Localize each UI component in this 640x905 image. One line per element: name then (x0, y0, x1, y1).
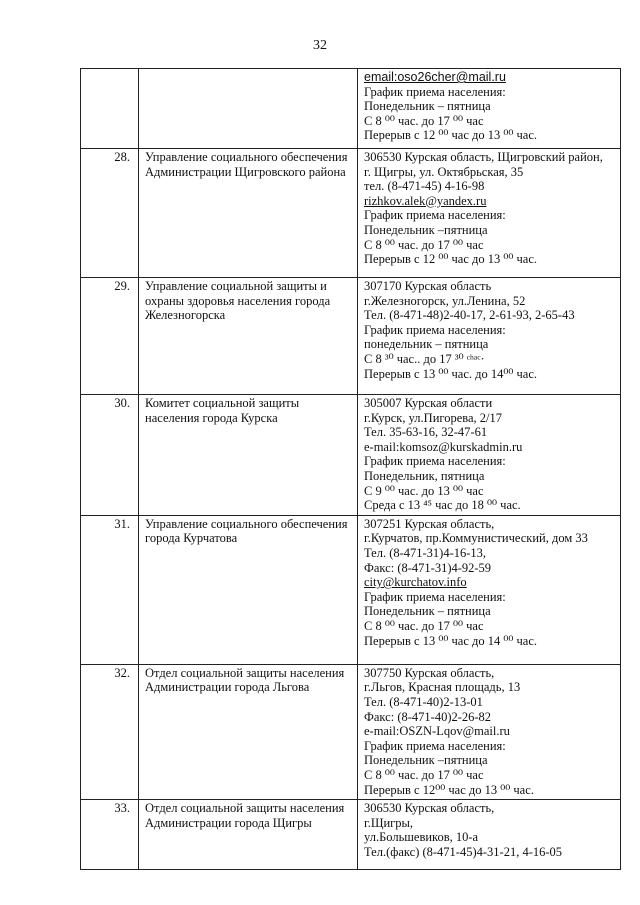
row-number: 31. (114, 516, 130, 531)
contact-line: График приема населения: (364, 454, 506, 469)
contact-line: e-mail:komsoz@kurskadmin.ru (364, 439, 523, 454)
contact-info-cell (358, 395, 621, 516)
row-number: 29. (114, 279, 130, 293)
email-link[interactable]: email:oso26cher@mail.ru (364, 70, 506, 84)
row-number: 33. (114, 801, 130, 816)
contact-info-cell (358, 278, 621, 395)
contact-line: 307251 Курская область, (364, 516, 495, 531)
contact-line: Факс: (8-471-31)4-92-59 (364, 560, 492, 575)
contact-line: e-mail:OSZN-Lqov@mail.ru (364, 724, 510, 739)
contact-line: 306530 Курская область, Щигровский район, (364, 150, 603, 164)
agencies-table (80, 68, 621, 870)
contact-line: Понедельник, пятница (364, 468, 485, 483)
contact-line: тел. (8-471-45) 4-16-98 (364, 179, 485, 194)
contact-line: г. Щигры, ул. Октябрьская, 35 (364, 164, 524, 179)
agency-name: Отдел социальной защиты населения Администрации города Льгова (145, 665, 345, 695)
contact-line: Перерыв с 12 ⁰⁰ час до 13 ⁰⁰ час. (364, 128, 538, 143)
contact-line: 306530 Курская область, (364, 801, 495, 816)
agency-name-cell (139, 69, 358, 149)
row-number: 32. (114, 665, 130, 680)
contact-line: Тел. (8-471-48)2-40-17, 2-61-93, 2-65-43 (364, 308, 575, 323)
table-row (81, 515, 621, 664)
row-number-cell (81, 149, 139, 278)
contact-line: С 8 ⁰⁰ час. до 17 ⁰⁰ час (364, 767, 484, 782)
contact-info-cell (358, 149, 621, 278)
contact-line: 307750 Курская область, (364, 665, 495, 680)
contact-line: Тел.(факс) (8-471-45)4-31-21, 4-16-05 (364, 844, 563, 859)
table-row (81, 278, 621, 395)
contact-line: Понедельник –пятница (364, 222, 488, 237)
contact-line: ул.Большевиков, 10-а (364, 830, 479, 845)
table-body (81, 69, 621, 870)
contact-line: С 8 ⁰⁰ час. до 17 ⁰⁰ час (364, 113, 484, 128)
agency-name: Управление социальной защиты и охраны здоровья населения города Железногорска (145, 279, 331, 323)
row-number-cell (81, 515, 139, 664)
table-row (81, 395, 621, 516)
contact-line: График приема населения: (364, 322, 506, 337)
contact-line: Факс: (8-471-40)2-26-82 (364, 709, 492, 724)
contact-info-cell (358, 69, 621, 149)
contact-line: г.Щигры, (364, 815, 414, 830)
contact-line: Понедельник –пятница (364, 753, 488, 768)
row-number: 28. (114, 150, 130, 164)
contact-line: Перерыв с 12 ⁰⁰ час до 13 ⁰⁰ час. (364, 252, 538, 267)
row-number-cell (81, 69, 139, 149)
contact-line: Среда с 13 ⁴⁵ час до 18 ⁰⁰ час. (364, 498, 521, 513)
contact-line: Перерыв с 12⁰⁰ час до 13 ⁰⁰ час. (364, 782, 534, 797)
contact-line: Понедельник – пятница (364, 604, 491, 619)
email-link[interactable]: rizhkov.alek@yandex.ru (364, 193, 487, 208)
contact-line: График приема населения: (364, 589, 506, 604)
contact-info-cell (358, 800, 621, 870)
agency-name-cell (139, 395, 358, 516)
contact-line: Тел. 35-63-16, 32-47-61 (364, 425, 488, 440)
agency-name-cell (139, 278, 358, 395)
row-number-cell (81, 664, 139, 799)
contact-line: г.Льгов, Красная площадь, 13 (364, 680, 521, 695)
agency-name: Отдел социальной защиты населения Администрации города Щигры (145, 801, 345, 830)
email-link[interactable]: city@kurchatov.info (364, 575, 467, 590)
contact-line: г.Курчатов, пр.Коммунистический, дом 33 (364, 531, 588, 546)
agency-name-cell (139, 515, 358, 664)
row-number-cell (81, 278, 139, 395)
contact-line: С 8 ³⁰ час.. до 17 ³⁰ ᶜʰᵃᶜ· (364, 351, 485, 366)
contact-line: С 9 ⁰⁰ час. до 13 ⁰⁰ час (364, 483, 484, 498)
contact-line: Перерыв с 13 ⁰⁰ час. до 14⁰⁰ час. (364, 366, 538, 381)
contact-line: г.Железногорск, ул.Ленина, 52 (364, 293, 526, 308)
contact-line: понедельник – пятница (364, 337, 489, 352)
contact-line: г.Курск, ул.Пигорева, 2/17 (364, 410, 503, 425)
contact-line: График приема населения: (364, 84, 506, 99)
page-number: 32 (313, 38, 327, 53)
contact-info-cell (358, 664, 621, 799)
table-row (81, 149, 621, 278)
agency-name: Управление социального обеспечения города Курчатова (145, 516, 348, 546)
contact-line: С 8 ⁰⁰ час. до 17 ⁰⁰ час (364, 237, 484, 252)
agency-name: Управление социального обеспечения Администрации Щигровского района (145, 150, 348, 179)
contact-line: 305007 Курская области (364, 396, 493, 410)
row-number-cell (81, 395, 139, 516)
agency-name-cell (139, 800, 358, 870)
contact-line: Понедельник – пятница (364, 99, 491, 114)
contact-line: График приема населения: (364, 738, 506, 753)
row-number: 30. (114, 396, 130, 410)
contact-line: Тел. (8-471-31)4-16-13, (364, 545, 487, 560)
contact-line: Тел. (8-471-40)2-13-01 (364, 694, 483, 709)
contact-line: 307170 Курская область (364, 279, 492, 293)
table-row (81, 800, 621, 870)
row-number-cell (81, 800, 139, 870)
agency-name-cell (139, 664, 358, 799)
agency-name: Комитет социальной защиты населения города Курска (145, 396, 300, 425)
contact-info-cell (358, 515, 621, 664)
table-row (81, 69, 621, 149)
agency-name-cell (139, 149, 358, 278)
contact-line: График приема населения: (364, 208, 506, 223)
contact-line: С 8 ⁰⁰ час. до 17 ⁰⁰ час (364, 618, 484, 633)
table-row (81, 664, 621, 799)
contact-line: Перерыв с 13 ⁰⁰ час до 14 ⁰⁰ час. (364, 633, 538, 648)
